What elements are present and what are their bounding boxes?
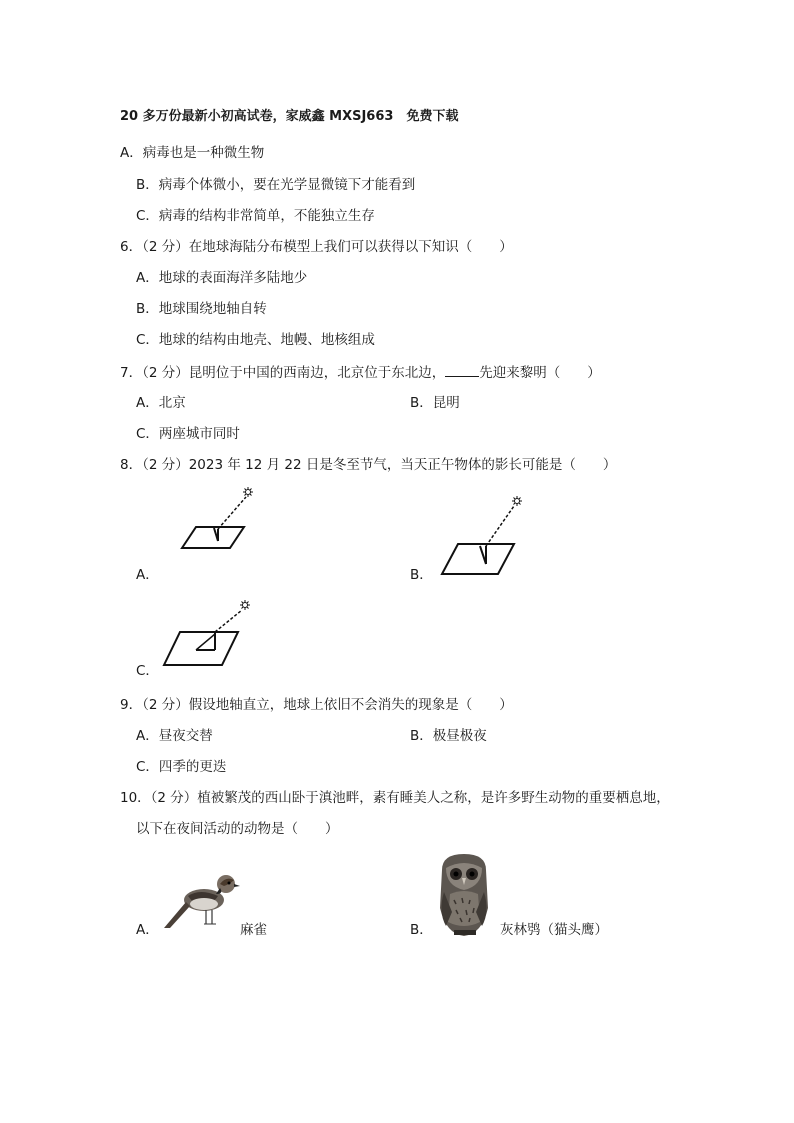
sun-icon <box>243 487 253 497</box>
q10-stem-line1: 10．（2 分）植被繁茂的西山卧于滇池畔，素有睡美人之称，是许多野生动物的重要栖息地， <box>120 790 670 806</box>
page-banner: 20 多万份最新小初高试卷，家威鑫 MXSJ663 免费下载 <box>120 109 459 124</box>
q8-label-b: B． <box>410 567 433 583</box>
q7-option-c: C．两座城市同时 <box>136 426 240 442</box>
q9-stem: 9．（2 分）假设地轴直立，地球上依旧不会消失的现象是（ ） <box>120 697 513 713</box>
shadow-tip <box>196 634 215 650</box>
q6-option-c: C．地球的结构由地壳、地幔、地核组成 <box>136 332 375 348</box>
sun-ray <box>215 610 242 632</box>
ground-plane <box>182 527 244 548</box>
q7-stem <box>120 363 601 382</box>
q5-option-a: A．病毒也是一种微生物 <box>120 145 265 161</box>
q9-option-b: B．极昼极夜 <box>410 728 487 744</box>
sun-icon <box>240 600 250 610</box>
ground-plane <box>164 632 238 665</box>
q8-figure-a <box>160 480 260 580</box>
owl-image <box>436 852 492 938</box>
q7-answer-blank <box>445 363 479 377</box>
q9-option-a: A．昼夜交替 <box>136 728 213 744</box>
q7-option-a: A．北京 <box>136 395 186 411</box>
q10-label-b: B． <box>410 922 433 938</box>
q10-label-a: A． <box>136 922 159 938</box>
q7-option-b: B．昆明 <box>410 395 460 411</box>
q5-option-c: C．病毒的结构非常简单，不能独立生存 <box>136 208 375 224</box>
q9-option-c: C．四季的更迭 <box>136 759 227 775</box>
q8-figure-b <box>432 488 532 588</box>
q10-stem-line2: 以下在夜间活动的动物是（ ） <box>136 821 339 837</box>
sparrow-image <box>160 866 242 936</box>
q6-stem: 6．（2 分）在地球海陆分布模型上我们可以获得以下知识（ ） <box>120 239 513 255</box>
q6-option-b: B．地球围绕地轴自转 <box>136 301 267 317</box>
q5-option-b: B．病毒个体微小，要在光学显微镜下才能看到 <box>136 177 416 193</box>
q10-caption-b: 灰林鸮（猫头鹰） <box>500 922 608 938</box>
q7-stem-before: 7．（2 分）昆明位于中国的西南边，北京位于东北边， <box>120 365 446 381</box>
q10-caption-a: 麻雀 <box>240 922 267 938</box>
q6-option-a: A．地球的表面海洋多陆地少 <box>136 270 308 286</box>
sun-icon <box>512 496 522 506</box>
q8-stem: 8．（2 分）2023 年 12 月 22 日是冬至节气，当天正午物体的影长可能是（ ） <box>120 457 617 473</box>
sparrow-tail <box>164 902 190 928</box>
q7-stem-after: 先迎来黎明（ ） <box>479 365 601 381</box>
q8-figure-c <box>158 592 258 672</box>
sun-ray <box>218 497 246 529</box>
ground-plane <box>442 544 514 574</box>
q8-label-a: A． <box>136 567 159 583</box>
q8-label-c: C． <box>136 663 159 679</box>
sun-ray <box>486 506 514 546</box>
